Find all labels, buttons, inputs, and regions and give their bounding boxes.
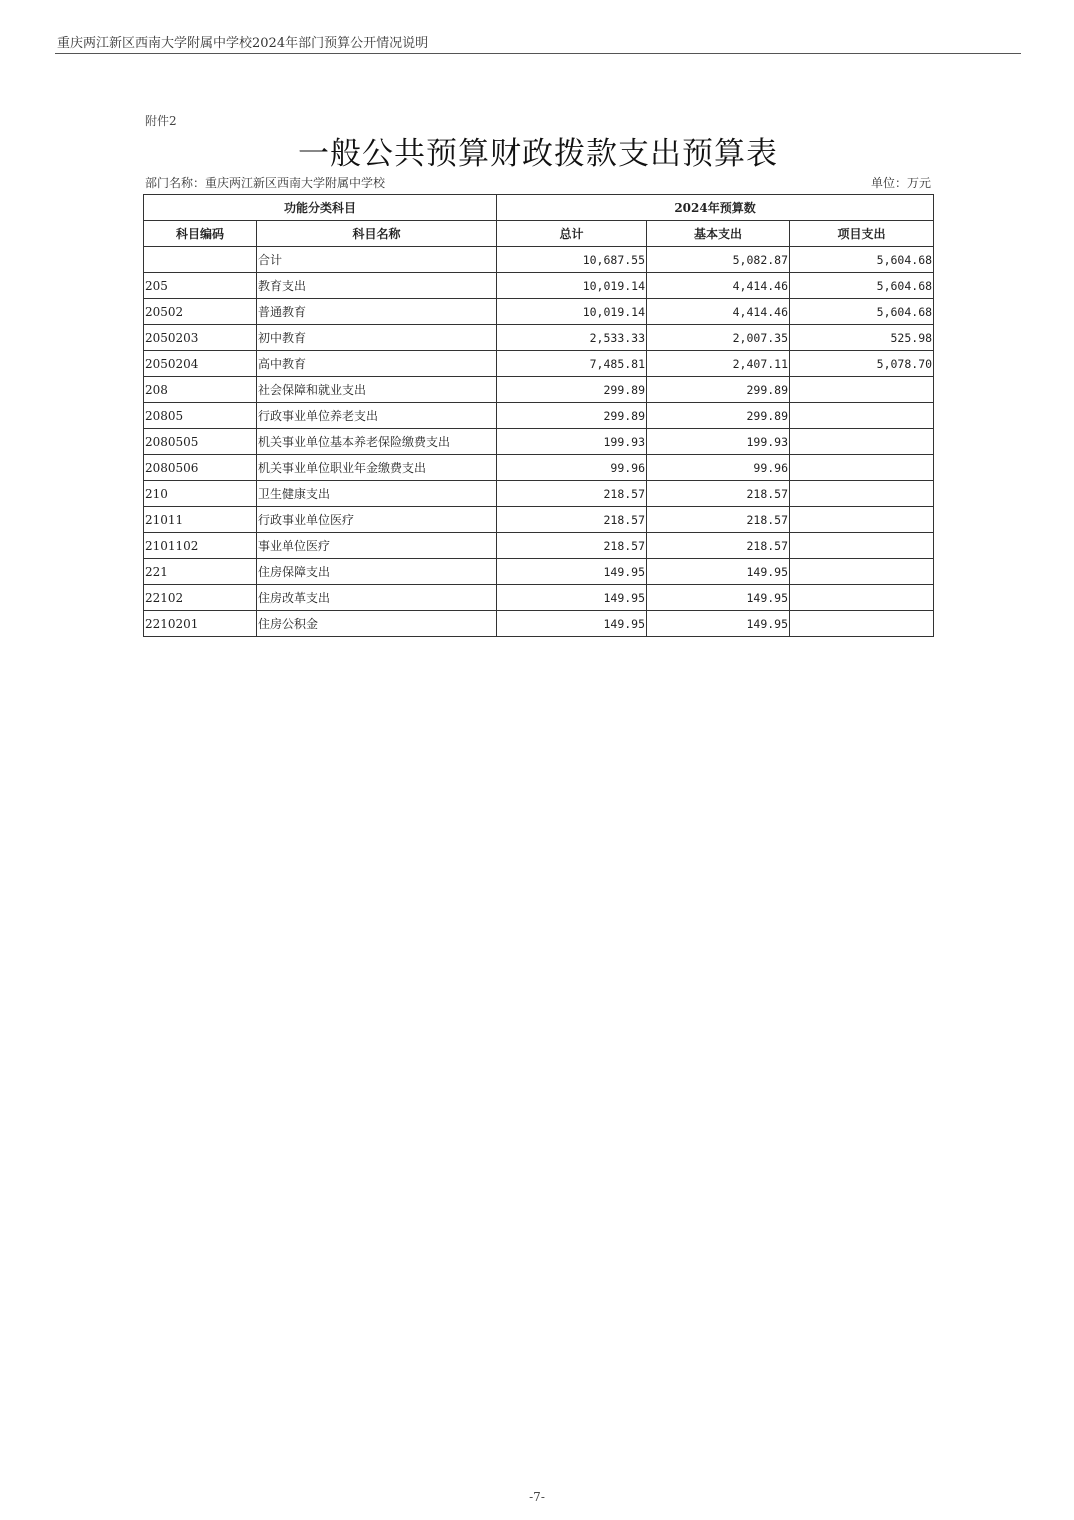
meta-row [145, 174, 931, 191]
department-name: 部门名称：重庆两江新区西南大学附属中学校 [145, 176, 386, 190]
table-row [144, 403, 934, 429]
cell-total: 199.93 [497, 429, 647, 455]
cell-basic: 99.96 [647, 455, 790, 481]
column-header-basic: 基本支出 [647, 221, 790, 247]
cell-total: 299.89 [497, 377, 647, 403]
cell-name: 机关事业单位基本养老保险缴费支出 [257, 429, 497, 455]
budget-table-body [144, 247, 934, 637]
cell-total: 99.96 [497, 455, 647, 481]
cell-code: 2050203 [144, 325, 257, 351]
running-header: 重庆两江新区西南大学附属中学校2024年部门预算公开情况说明 [57, 36, 429, 51]
cell-project [790, 611, 934, 637]
column-header-project: 项目支出 [790, 221, 934, 247]
cell-code: 2080505 [144, 429, 257, 455]
cell-name: 住房保障支出 [257, 559, 497, 585]
cell-basic: 218.57 [647, 533, 790, 559]
cell-project [790, 507, 934, 533]
cell-name: 住房改革支出 [257, 585, 497, 611]
table-row [144, 481, 934, 507]
cell-project [790, 585, 934, 611]
budget-table [143, 194, 934, 637]
cell-code: 2050204 [144, 351, 257, 377]
cell-basic: 149.95 [647, 559, 790, 585]
column-header-code: 科目编码 [144, 221, 257, 247]
cell-basic: 299.89 [647, 377, 790, 403]
column-header-total: 总计 [497, 221, 647, 247]
cell-basic: 218.57 [647, 507, 790, 533]
table-row [144, 299, 934, 325]
table-row [144, 507, 934, 533]
cell-total: 218.57 [497, 507, 647, 533]
cell-basic: 2,407.11 [647, 351, 790, 377]
cell-total: 299.89 [497, 403, 647, 429]
cell-code: 2101102 [144, 533, 257, 559]
page-number: -7- [529, 1490, 545, 1504]
cell-name: 行政事业单位养老支出 [257, 403, 497, 429]
attachment-label: 附件2 [145, 114, 177, 128]
unit-label: 单位：万元 [870, 176, 931, 190]
cell-code: 221 [144, 559, 257, 585]
cell-basic: 149.95 [647, 585, 790, 611]
group-header-budget-2024: 2024年预算数 [497, 195, 934, 221]
column-header-name: 科目名称 [257, 221, 497, 247]
cell-project: 5,604.68 [790, 247, 934, 273]
cell-total: 10,019.14 [497, 299, 647, 325]
cell-code: 20805 [144, 403, 257, 429]
cell-name: 合计 [257, 247, 497, 273]
cell-basic: 4,414.46 [647, 299, 790, 325]
cell-code: 22102 [144, 585, 257, 611]
cell-name: 普通教育 [257, 299, 497, 325]
cell-total: 149.95 [497, 559, 647, 585]
cell-name: 机关事业单位职业年金缴费支出 [257, 455, 497, 481]
cell-name: 事业单位医疗 [257, 533, 497, 559]
page-title: 一般公共预算财政拨款支出预算表 [298, 136, 778, 172]
cell-total: 218.57 [497, 533, 647, 559]
cell-total: 218.57 [497, 481, 647, 507]
table-row [144, 247, 934, 273]
cell-name: 高中教育 [257, 351, 497, 377]
group-header-function-class: 功能分类科目 [144, 195, 497, 221]
cell-name: 住房公积金 [257, 611, 497, 637]
cell-project: 5,604.68 [790, 273, 934, 299]
cell-code: 208 [144, 377, 257, 403]
cell-project [790, 455, 934, 481]
table-row [144, 611, 934, 637]
cell-basic: 149.95 [647, 611, 790, 637]
table-row [144, 533, 934, 559]
cell-basic: 2,007.35 [647, 325, 790, 351]
cell-project: 5,078.70 [790, 351, 934, 377]
table-row [144, 429, 934, 455]
cell-code: 21011 [144, 507, 257, 533]
table-row [144, 377, 934, 403]
table-row [144, 585, 934, 611]
cell-basic: 218.57 [647, 481, 790, 507]
table-row [144, 325, 934, 351]
cell-name: 教育支出 [257, 273, 497, 299]
cell-code: 205 [144, 273, 257, 299]
cell-total: 2,533.33 [497, 325, 647, 351]
cell-name: 初中教育 [257, 325, 497, 351]
cell-basic: 299.89 [647, 403, 790, 429]
header-rule [55, 53, 1021, 54]
column-header-row [144, 221, 934, 247]
cell-project [790, 559, 934, 585]
cell-total: 149.95 [497, 611, 647, 637]
cell-basic: 5,082.87 [647, 247, 790, 273]
cell-total: 10,019.14 [497, 273, 647, 299]
cell-basic: 4,414.46 [647, 273, 790, 299]
cell-code: 2210201 [144, 611, 257, 637]
table-row [144, 559, 934, 585]
cell-project [790, 481, 934, 507]
cell-name: 行政事业单位医疗 [257, 507, 497, 533]
cell-code: 20502 [144, 299, 257, 325]
cell-code: 2080506 [144, 455, 257, 481]
table-row [144, 273, 934, 299]
cell-code: 210 [144, 481, 257, 507]
cell-total: 10,687.55 [497, 247, 647, 273]
group-header-row [144, 195, 934, 221]
cell-project [790, 429, 934, 455]
cell-name: 卫生健康支出 [257, 481, 497, 507]
cell-project: 5,604.68 [790, 299, 934, 325]
cell-project: 525.98 [790, 325, 934, 351]
table-row [144, 455, 934, 481]
cell-total: 7,485.81 [497, 351, 647, 377]
cell-basic: 199.93 [647, 429, 790, 455]
cell-code [144, 247, 257, 273]
cell-total: 149.95 [497, 585, 647, 611]
cell-name: 社会保障和就业支出 [257, 377, 497, 403]
cell-project [790, 403, 934, 429]
table-row [144, 351, 934, 377]
cell-project [790, 377, 934, 403]
cell-project [790, 533, 934, 559]
